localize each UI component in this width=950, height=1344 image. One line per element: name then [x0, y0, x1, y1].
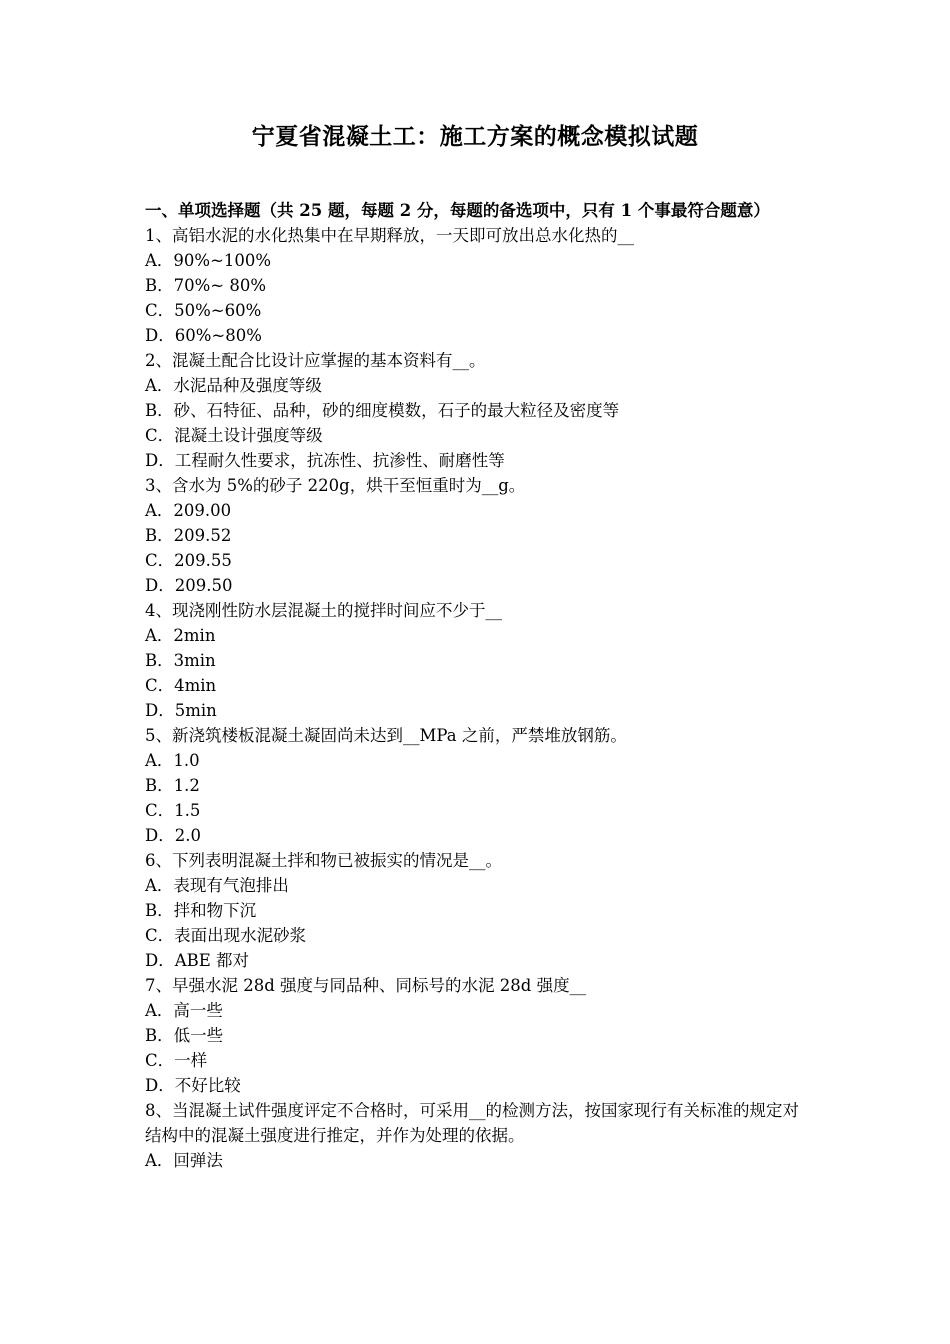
option-c: C．一样 — [145, 1051, 208, 1070]
option-a: A．90%~100% — [145, 251, 272, 270]
question-4 — [145, 598, 810, 723]
question-list — [145, 198, 810, 1173]
option-a: A．209.00 — [145, 501, 232, 520]
question-stem: 2、混凝土配合比设计应掌握的基本资料有__。 — [145, 351, 486, 370]
question-stem: 4、现浇刚性防水层混凝土的搅拌时间应不少于__ — [145, 601, 502, 620]
option-c: C．1.5 — [145, 801, 201, 820]
question-7 — [145, 973, 810, 1098]
option-d: D．2.0 — [145, 826, 201, 845]
option-b: B．拌和物下沉 — [145, 901, 257, 920]
option-c: C．50%~60% — [145, 301, 262, 320]
question-stem: 1、高铝水泥的水化热集中在早期释放，一天即可放出总水化热的__ — [145, 226, 634, 245]
question-2 — [145, 348, 810, 473]
option-d: D．209.50 — [145, 576, 233, 595]
option-d: D．ABE 都对 — [145, 951, 250, 970]
option-c: C．混凝土设计强度等级 — [145, 426, 323, 445]
option-b: B．砂、石特征、品种，砂的细度模数，石子的最大粒径及密度等 — [145, 401, 620, 420]
option-a: A．水泥品种及强度等级 — [145, 376, 322, 395]
question-3 — [145, 473, 810, 598]
option-c: C．209.55 — [145, 551, 232, 570]
question-5 — [145, 723, 810, 848]
option-c: C．4min — [145, 676, 217, 695]
option-d: D．60%~80% — [145, 326, 262, 345]
option-a: A．2min — [145, 626, 216, 645]
option-a: A．高一些 — [145, 1001, 223, 1020]
option-b: B．1.2 — [145, 776, 200, 795]
page-title: 宁夏省混凝土工：施工方案的概念模拟试题 — [251, 123, 699, 150]
question-stem: 5、新浇筑楼板混凝土凝固尚未达到__MPa 之前，严禁堆放钢筋。 — [145, 726, 627, 745]
question-stem: 6、下列表明混凝土拌和物已被振实的情况是__。 — [145, 851, 502, 870]
option-b: B．低一些 — [145, 1026, 224, 1045]
option-d: D．不好比较 — [145, 1076, 241, 1095]
question-1 — [145, 223, 810, 348]
option-a: A．1.0 — [145, 751, 200, 770]
option-b: B．70%~ 80% — [145, 276, 267, 295]
section-heading: 一、单项选择题（共 25 题，每题 2 分，每题的备选项中，只有 1 个事最符合题意） — [145, 201, 770, 220]
option-a: A．回弹法 — [145, 1151, 223, 1170]
question-8 — [145, 1098, 810, 1173]
option-d: D．工程耐久性要求，抗冻性、抗渗性、耐磨性等 — [145, 451, 505, 470]
option-a: A．表现有气泡排出 — [145, 876, 289, 895]
option-d: D．5min — [145, 701, 217, 720]
question-stem: 7、早强水泥 28d 强度与同品种、同标号的水泥 28d 强度__ — [145, 976, 587, 995]
question-6 — [145, 848, 810, 973]
option-c: C．表面出现水泥砂浆 — [145, 926, 307, 945]
question-stem: 3、含水为 5%的砂子 220g，烘干至恒重时为__g。 — [145, 476, 526, 495]
option-b: B．209.52 — [145, 526, 232, 545]
question-stem: 8、当混凝土试件强度评定不合格时，可采用__的检测方法，按国家现行有关标准的规定对结构中的混凝土强度进行推定，并作为处理的依据。 — [145, 1101, 799, 1145]
option-b: B．3min — [145, 651, 216, 670]
